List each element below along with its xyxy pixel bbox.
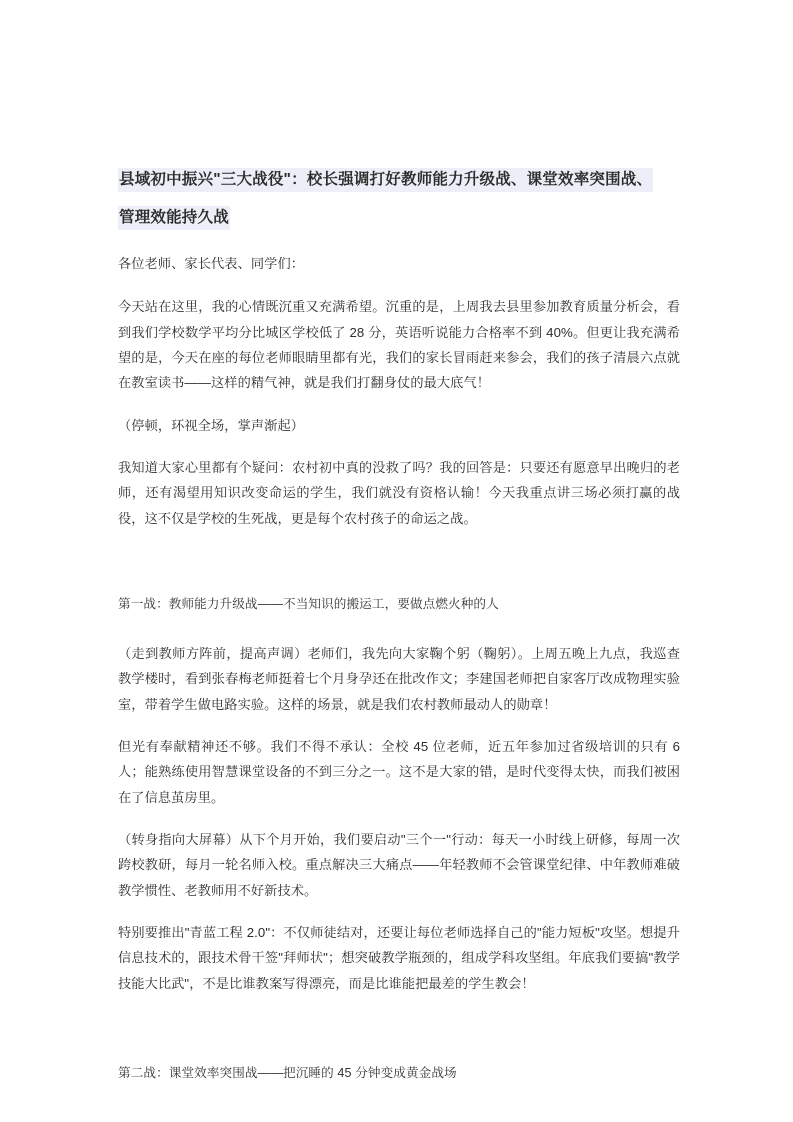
page-title-line-2 <box>118 210 680 226</box>
body-paragraph-4: 但光有奉献精神还不够。我们不得不承认：全校 45 位老师，近五年参加过省级培训的只有 6 人；能熟练使用智慧课堂设备的不到三分之一。这不是大家的错，是时代变得太快，而我们被困在了信息茧房里。 <box>118 739 680 805</box>
body-paragraph-2: 我知道大家心里都有个疑问：农村初中真的没救了吗？我的回答是：只要还有愿意早出晚归的老师，还有渴望用知识改变命运的学生，我们就没有资格认输！今天我重点讲三场必须打赢的战役，这不仅是学校的生死战，更是每个农村孩子的命运之战。 <box>118 460 680 526</box>
body-paragraph-5: （转身指向大屏幕）从下个月开始，我们要启动"三个一"行动：每天一小时线上研修，每周一次跨校教研，每月一轮名师入校。重点解决三大痛点——年轻教师不会管课堂纪律、中年教师难破教学惯性、老教师用不好新技术。 <box>118 832 680 898</box>
body-paragraph-3: （走到教师方阵前，提高声调）老师们，我先向大家鞠个躬（鞠躬）。上周五晚上九点，我巡查教学楼时，看到张春梅老师挺着七个月身孕还在批改作文；李建国老师把自家客厅改成物理实验室，带着学生做电路实验。这样的场景，就是我们农村教师最动人的勋章！ <box>118 646 680 712</box>
body-paragraph-1: 今天站在这里，我的心情既沉重又充满希望。沉重的是，上周我去县里参加教育质量分析会，看到我们学校数学平均分比城区学校低了 28 分，英语听说能力合格率不到 40%。但更让我充满希望的是，今天在座的每位老师眼睛里都有光，我们的家长冒雨赶来参会，我们的孩子清晨六点就在教室读书——这样的精气神，就是我们打翻身仗的最大底气！ <box>118 299 680 391</box>
page-title-line-1-text: 县域初中振兴"三大战役"：校长强调打好教师能力升级战、课堂效率突围战、 <box>118 168 653 192</box>
salutation-paragraph: 各位老师、家长代表、同学们： <box>118 256 305 271</box>
page-title-line-2-text: 管理效能持久战 <box>118 206 230 230</box>
section-heading-2: 第二战：课堂效率突围战——把沉睡的 45 分钟变成黄金战场 <box>118 1066 457 1081</box>
stage-direction-1: （停顿，环视全场，掌声渐起） <box>118 417 305 433</box>
document-content <box>118 172 680 1110</box>
section-heading-1: 第一战：教师能力升级战——不当知识的搬运工，要做点燃火种的人 <box>118 597 499 612</box>
page-title <box>118 172 680 225</box>
page-title-line-1 <box>118 172 680 188</box>
body-paragraph-6: 特别要推出"青蓝工程 2.0"：不仅师徒结对，还要让每位老师选择自己的"能力短板"攻坚。想提升信息技术的，跟技术骨干签"拜师状"；想突破教学瓶颈的，组成学科攻坚组。年底我们要搞"教学技能大比武"，不是比谁教案写得漂亮，而是比谁能把最差的学生教会！ <box>118 925 680 991</box>
